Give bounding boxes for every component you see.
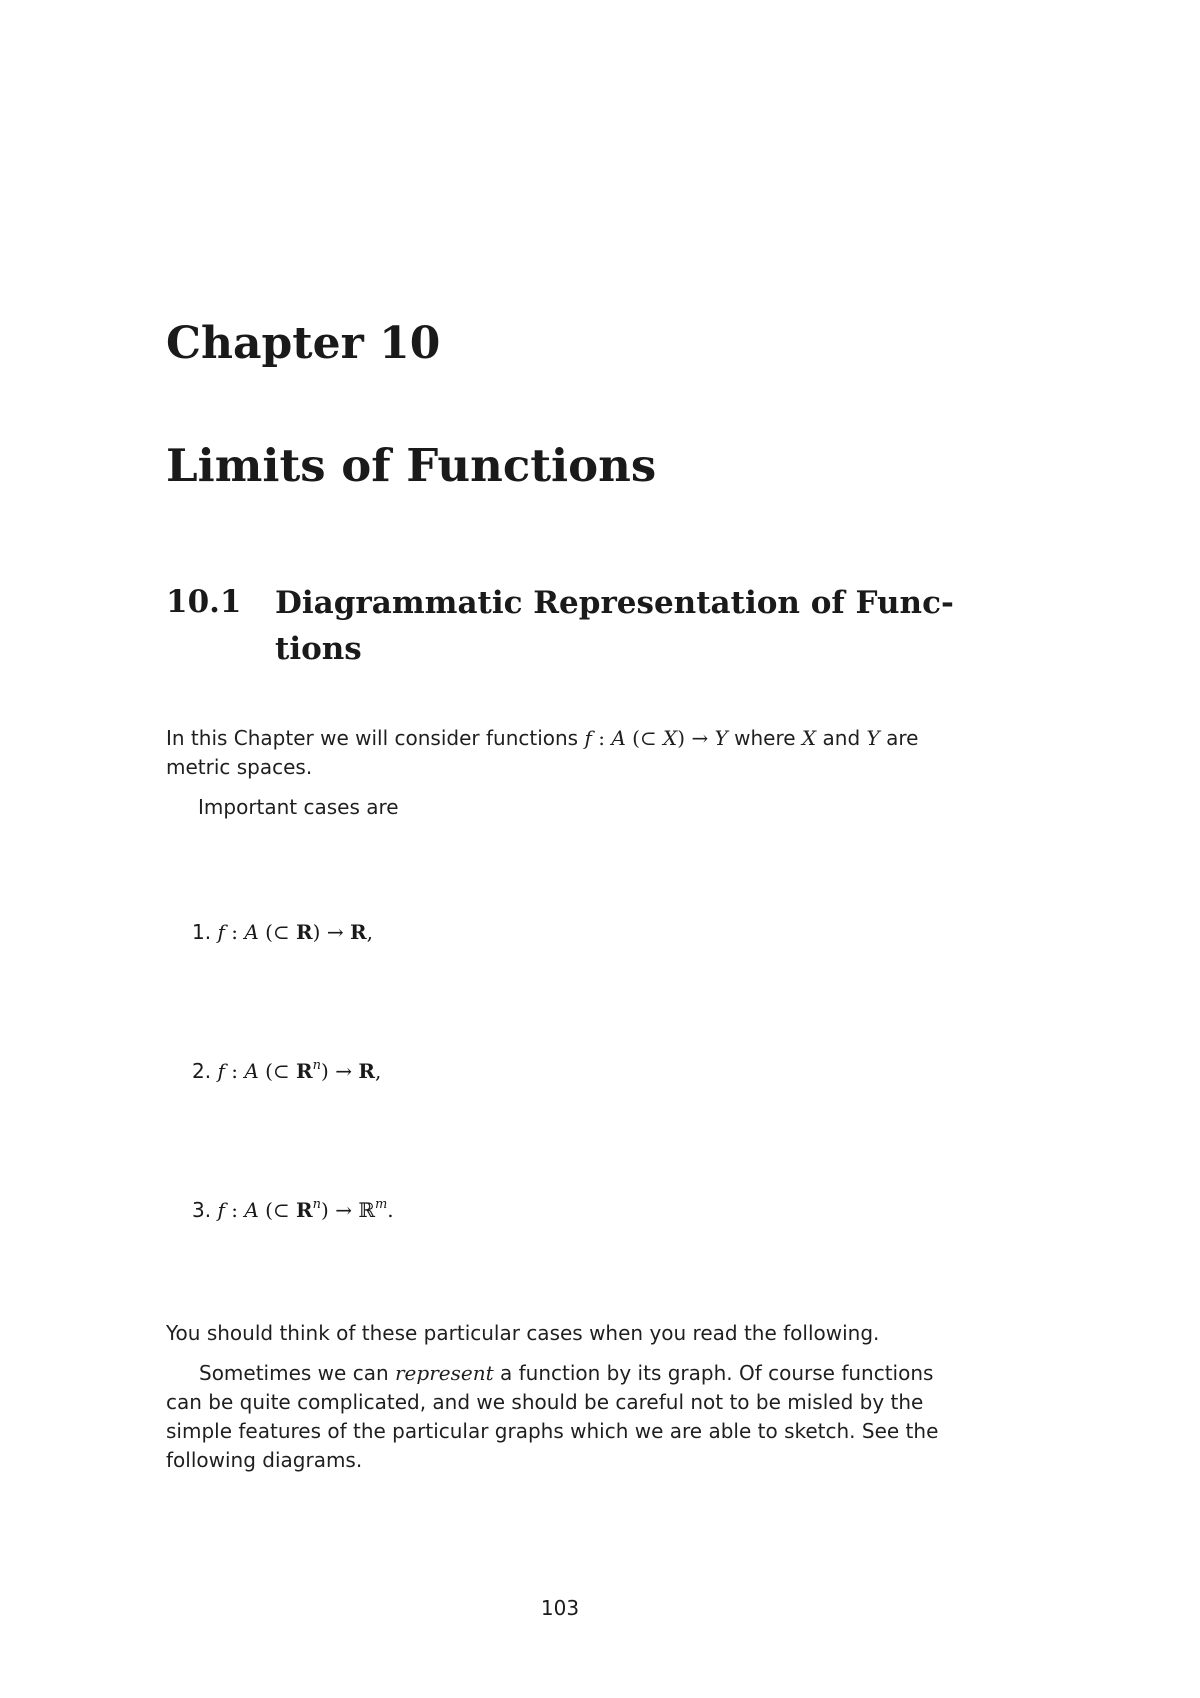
sometimes-rest: a function by its graph. Of course functions can be quite complicated, and we should be careful not to be misled by the simple features of the particular graphs which we are able to sketch. See the following diagrams. [166, 1361, 939, 1472]
case-A: A [244, 920, 259, 944]
case-number: 2. [192, 1059, 212, 1083]
case-A: A [244, 1198, 259, 1222]
case-paren-close: ) → [321, 1198, 359, 1222]
intro-A: A [611, 726, 626, 750]
case-paren-close: ) → [312, 920, 350, 944]
case-domain-exponent: n [312, 1058, 322, 1073]
case-codomain: R [349, 920, 367, 944]
case-colon: : [224, 920, 245, 944]
case-formula [217, 920, 372, 944]
sometimes-emphasis: represent [395, 1361, 494, 1385]
section-number: 10.1 [166, 584, 242, 620]
case-number: 1. [192, 920, 212, 944]
case-formula [217, 1198, 393, 1222]
case-end: . [387, 1198, 394, 1222]
sometimes-start: Sometimes we can [199, 1361, 395, 1385]
intro-paragraph [166, 724, 966, 782]
case-item-1 [192, 918, 373, 947]
case-paren-open: (⊂ [258, 920, 297, 944]
intro-paren-close: ) → [677, 726, 715, 750]
case-codomain: ℝ [358, 1198, 375, 1222]
think-paragraph: You should think of these particular cases when you read the following. [166, 1321, 880, 1345]
intro-Y2: Y [866, 726, 880, 750]
case-domain: R [296, 920, 313, 944]
intro-and: and [816, 726, 867, 750]
intro-text-end: are metric spaces. [166, 726, 919, 779]
case-f: f [217, 920, 225, 944]
case-domain: R [296, 1198, 313, 1222]
case-paren-open: (⊂ [258, 1059, 297, 1083]
case-paren-open: (⊂ [258, 1198, 297, 1222]
intro-where: where [727, 726, 802, 750]
section-title: Diagrammatic Representation of Func-tions [275, 585, 954, 667]
case-f: f [217, 1198, 225, 1222]
intro-X2: X [801, 726, 817, 750]
case-item-3 [192, 1196, 394, 1225]
chapter-label: Chapter 10 [166, 318, 441, 369]
page-number: 103 [540, 1596, 580, 1620]
intro-text-start: In this Chapter we will consider functions [166, 726, 585, 750]
case-colon: : [224, 1059, 245, 1083]
case-end: , [366, 920, 373, 944]
intro-f: f [584, 726, 592, 750]
intro-paren-open: (⊂ [625, 726, 664, 750]
case-colon: : [224, 1198, 245, 1222]
intro-math [584, 726, 727, 750]
chapter-title: Limits of Functions [166, 439, 657, 492]
case-number: 3. [192, 1198, 212, 1222]
case-domain: R [296, 1059, 313, 1083]
case-domain-exponent: n [312, 1197, 322, 1212]
case-codomain: R [358, 1059, 375, 1083]
sometimes-paragraph [166, 1359, 966, 1475]
case-end: , [374, 1059, 382, 1083]
case-formula [217, 1059, 381, 1083]
important-cases-text: Important cases are [198, 795, 399, 819]
intro-Y: Y [714, 726, 728, 750]
case-f: f [217, 1059, 225, 1083]
case-codomain-exponent: m [374, 1197, 388, 1212]
intro-X: X [663, 726, 678, 750]
intro-colon: : [591, 726, 612, 750]
case-A: A [244, 1059, 259, 1083]
case-paren-close: ) → [321, 1059, 359, 1083]
case-item-2 [192, 1057, 381, 1086]
